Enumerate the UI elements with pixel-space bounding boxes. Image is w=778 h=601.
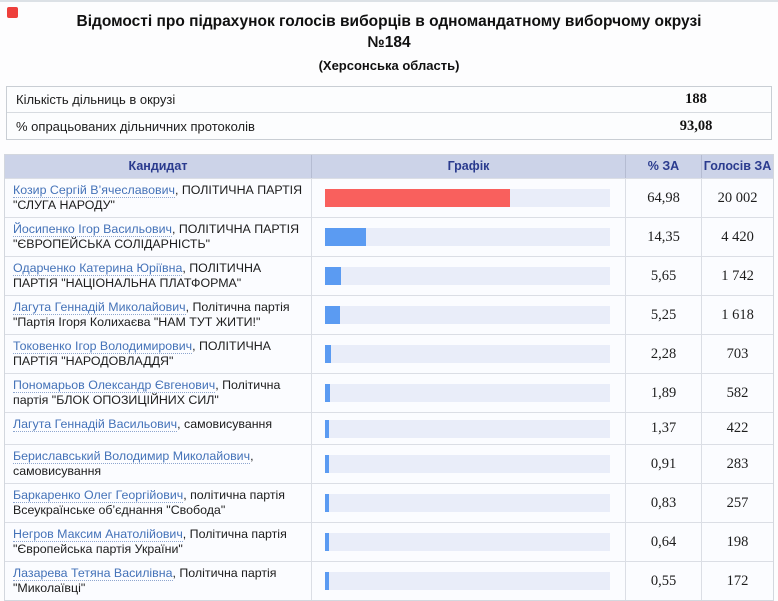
candidate-affiliation: , самовисування xyxy=(177,417,273,431)
table-row xyxy=(5,295,773,334)
table-row xyxy=(5,483,773,522)
candidate-cell xyxy=(5,179,311,217)
votes-value: 283 xyxy=(701,445,773,483)
candidate-affiliation: , ПОЛІТИЧНА ПАРТІЯ "ЄВРОПЕЙСЬКА СОЛІДАРНІСТЬ" xyxy=(13,222,300,251)
candidate-affiliation: , Політична партія "БЛОК ОПОЗИЦІЙНИХ СИЛ" xyxy=(13,378,281,407)
candidate-cell xyxy=(5,445,311,483)
candidate-link[interactable]: Пономарьов Олександр Євгенович xyxy=(13,378,216,392)
district-stats-table xyxy=(6,86,772,140)
table-row xyxy=(5,522,773,561)
candidate-link[interactable]: Лагута Геннадій Миколайович xyxy=(13,300,186,314)
graph-cell xyxy=(311,179,625,217)
graph-cell xyxy=(311,257,625,295)
pct-value: 1,37 xyxy=(625,413,701,444)
vote-bar-track xyxy=(325,306,610,324)
candidate-link[interactable]: Лагута Геннадій Васильович xyxy=(13,417,178,431)
votes-value: 703 xyxy=(701,335,773,373)
vote-bar-track xyxy=(325,189,610,207)
votes-value: 1 742 xyxy=(701,257,773,295)
graph-cell xyxy=(311,523,625,561)
candidate-link[interactable]: Йосипенко Ігор Васильович xyxy=(13,222,172,236)
column-header-graph: Графік xyxy=(311,155,625,178)
candidate-link[interactable]: Негров Максим Анатолійович xyxy=(13,527,183,541)
stats-label: % опрацьованих дільничних протоколів xyxy=(16,118,255,134)
pct-value: 5,25 xyxy=(625,296,701,334)
table-row xyxy=(5,412,773,444)
vote-bar xyxy=(325,384,330,402)
candidate-link[interactable]: Одарченко Катерина Юріївна xyxy=(13,261,183,275)
stats-value: 93,08 xyxy=(679,117,713,134)
pct-value: 64,98 xyxy=(625,179,701,217)
pct-value: 1,89 xyxy=(625,374,701,412)
vote-bar xyxy=(325,189,510,207)
candidate-affiliation: , ПОЛІТИЧНА ПАРТІЯ "НАРОДОВЛАДДЯ" xyxy=(13,339,271,368)
corner-marker-icon xyxy=(7,7,18,18)
candidate-cell xyxy=(5,413,311,444)
vote-bar-track xyxy=(325,345,610,363)
stats-row xyxy=(7,87,771,113)
graph-cell xyxy=(311,296,625,334)
graph-cell xyxy=(311,374,625,412)
results-table xyxy=(4,154,774,601)
graph-cell xyxy=(311,335,625,373)
pct-value: 0,64 xyxy=(625,523,701,561)
table-row xyxy=(5,444,773,483)
candidate-affiliation: , самовисування xyxy=(13,449,254,478)
votes-value: 20 002 xyxy=(701,179,773,217)
vote-bar-track xyxy=(325,384,610,402)
vote-bar xyxy=(325,267,341,285)
votes-value: 1 618 xyxy=(701,296,773,334)
candidate-affiliation: , ПОЛІТИЧНА ПАРТІЯ "НАЦІОНАЛЬНА ПЛАТФОРМА" xyxy=(13,261,262,290)
vote-bar xyxy=(325,494,329,512)
table-row xyxy=(5,561,773,600)
pct-value: 14,35 xyxy=(625,218,701,256)
vote-bar xyxy=(325,345,331,363)
candidate-cell xyxy=(5,296,311,334)
graph-cell xyxy=(311,562,625,600)
votes-value: 172 xyxy=(701,562,773,600)
vote-bar xyxy=(325,306,340,324)
candidate-affiliation: , політична партія Всеукраїнське об’єднання "Свобода" xyxy=(13,488,285,517)
column-header-pct: % ЗА xyxy=(625,155,701,178)
votes-value: 422 xyxy=(701,413,773,444)
candidate-cell xyxy=(5,523,311,561)
vote-bar-track xyxy=(325,494,610,512)
candidate-link[interactable]: Баркаренко Олег Георгійович xyxy=(13,488,184,502)
page-title: Відомості про підрахунок голосів виборців в одномандатному виборчому окрузі №184 xyxy=(76,13,702,51)
table-row xyxy=(5,256,773,295)
pct-value: 0,83 xyxy=(625,484,701,522)
vote-bar-track xyxy=(325,420,610,438)
vote-bar xyxy=(325,420,329,438)
votes-value: 198 xyxy=(701,523,773,561)
column-header-votes: Голосів ЗА xyxy=(701,155,773,178)
vote-bar xyxy=(325,533,329,551)
vote-bar-track xyxy=(325,572,610,590)
results-table-body xyxy=(5,178,773,600)
graph-cell xyxy=(311,218,625,256)
table-row xyxy=(5,178,773,217)
pct-value: 2,28 xyxy=(625,335,701,373)
vote-bar xyxy=(325,455,329,473)
graph-cell xyxy=(311,445,625,483)
vote-bar-track xyxy=(325,455,610,473)
table-row xyxy=(5,373,773,412)
column-header-candidate: Кандидат xyxy=(128,159,188,173)
candidate-link[interactable]: Бериславський Володимир Миколайович xyxy=(13,449,251,463)
candidate-cell xyxy=(5,484,311,522)
vote-bar xyxy=(325,572,329,590)
pct-value: 0,55 xyxy=(625,562,701,600)
vote-bar-track xyxy=(325,267,610,285)
candidate-affiliation: , Політична партія "Європейська партія України" xyxy=(13,527,287,556)
graph-cell xyxy=(311,484,625,522)
candidate-cell xyxy=(5,257,311,295)
candidate-affiliation: , ПОЛІТИЧНА ПАРТІЯ "СЛУГА НАРОДУ" xyxy=(13,183,303,212)
candidate-cell xyxy=(5,374,311,412)
candidate-cell xyxy=(5,562,311,600)
pct-value: 0,91 xyxy=(625,445,701,483)
candidate-link[interactable]: Токовенко Ігор Володимирович xyxy=(13,339,193,353)
page-subtitle: (Херсонська область) xyxy=(318,58,460,73)
candidate-affiliation: , Політична партія "Партія Ігоря Колихаєва "НАМ ТУТ ЖИТИ!" xyxy=(13,300,290,329)
table-row xyxy=(5,217,773,256)
stats-row xyxy=(7,113,771,139)
vote-bar xyxy=(325,228,366,246)
candidate-link[interactable]: Лазарева Тетяна Василівна xyxy=(13,566,173,580)
candidate-link[interactable]: Козир Сергій В’ячеславович xyxy=(13,183,175,197)
candidate-affiliation: , Політична партія "Миколаївці" xyxy=(13,566,277,595)
vote-bar-track xyxy=(325,228,610,246)
candidate-cell xyxy=(5,335,311,373)
graph-cell xyxy=(311,413,625,444)
table-row xyxy=(5,334,773,373)
vote-bar-track xyxy=(325,533,610,551)
stats-value: 188 xyxy=(685,91,707,107)
pct-value: 5,65 xyxy=(625,257,701,295)
votes-value: 4 420 xyxy=(701,218,773,256)
stats-label: Кількість дільниць в окрузі xyxy=(16,92,176,107)
results-table-header xyxy=(5,155,773,178)
candidate-cell xyxy=(5,218,311,256)
votes-value: 257 xyxy=(701,484,773,522)
votes-value: 582 xyxy=(701,374,773,412)
